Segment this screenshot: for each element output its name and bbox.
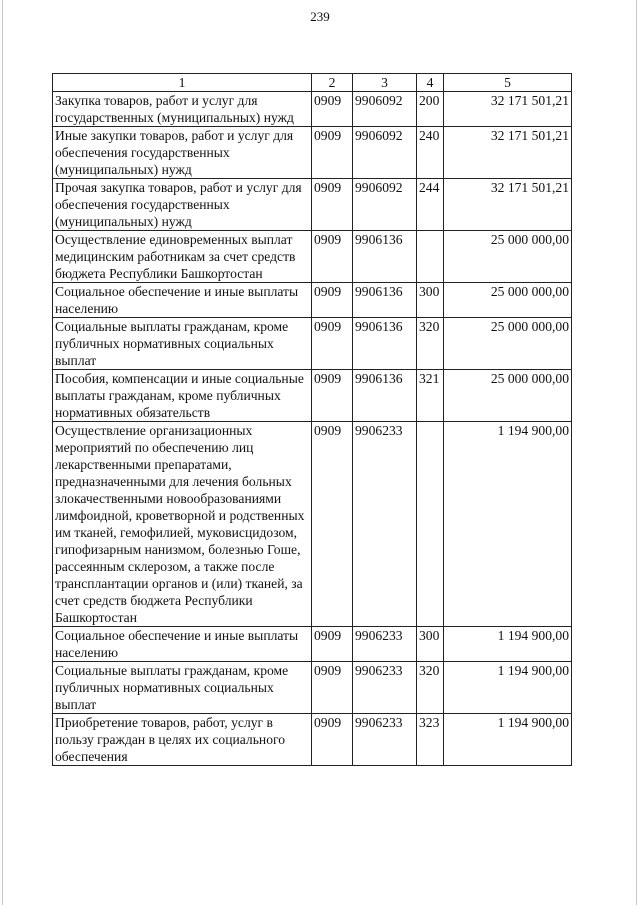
row-amount: 1 194 900,00 [444, 422, 572, 627]
row-name: Социальные выплаты гражданам, кроме публичных нормативных социальных выплат [53, 662, 312, 714]
row-article: 9906136 [353, 283, 417, 318]
row-section: 0909 [312, 714, 353, 766]
row-type: 300 [417, 627, 444, 662]
row-section: 0909 [312, 231, 353, 283]
row-amount: 1 194 900,00 [444, 662, 572, 714]
header-col-4: 4 [417, 74, 444, 92]
row-amount: 1 194 900,00 [444, 714, 572, 766]
scan-edge-right [636, 0, 637, 905]
table-row [53, 231, 572, 283]
row-amount: 25 000 000,00 [444, 283, 572, 318]
row-name: Прочая закупка товаров, работ и услуг для обеспечения государственных (муниципальных) нужд [53, 179, 312, 231]
row-type: 300 [417, 283, 444, 318]
row-section: 0909 [312, 127, 353, 179]
row-amount: 32 171 501,21 [444, 179, 572, 231]
row-section: 0909 [312, 318, 353, 370]
row-type: 320 [417, 318, 444, 370]
table-row [53, 662, 572, 714]
row-article: 9906233 [353, 422, 417, 627]
row-section: 0909 [312, 92, 353, 127]
row-article: 9906092 [353, 92, 417, 127]
header-col-1: 1 [53, 74, 312, 92]
row-name: Закупка товаров, работ и услуг для государственных (муниципальных) нужд [53, 92, 312, 127]
table-header [53, 74, 572, 92]
row-type: 244 [417, 179, 444, 231]
row-name: Осуществление организационных мероприятий по обеспечению лиц лекарственными препаратами, предназначенными для лечения больных злокачественными новообразованиями лимфоидной, кроветворной и родственных им тканей, гемофилией, муковисцидозом, гипофизарным нанизмом, болезнью Гоше, рассеянным склерозом, а также после трансплантации органов и (или) тканей, за счет средств бюджета Республики Башкортостан [53, 422, 312, 627]
table-row [53, 714, 572, 766]
scan-edge-left [2, 0, 3, 905]
row-type: 200 [417, 92, 444, 127]
page-number: 239 [310, 9, 330, 24]
header-row [53, 74, 572, 92]
row-section: 0909 [312, 662, 353, 714]
row-amount: 25 000 000,00 [444, 370, 572, 422]
row-article: 9906136 [353, 318, 417, 370]
table-row [53, 179, 572, 231]
row-type: 320 [417, 662, 444, 714]
row-amount: 1 194 900,00 [444, 627, 572, 662]
row-section: 0909 [312, 283, 353, 318]
row-amount: 32 171 501,21 [444, 92, 572, 127]
budget-table [52, 73, 572, 766]
table-row [53, 283, 572, 318]
row-section: 0909 [312, 422, 353, 627]
header-col-2: 2 [312, 74, 353, 92]
row-article: 9906233 [353, 662, 417, 714]
header-col-5: 5 [444, 74, 572, 92]
row-section: 0909 [312, 627, 353, 662]
row-type [417, 231, 444, 283]
row-name: Осуществление единовременных выплат медицинским работникам за счет средств бюджета Республики Башкортостан [53, 231, 312, 283]
row-type [417, 422, 444, 627]
table-row [53, 127, 572, 179]
table-row [53, 422, 572, 627]
row-name: Иные закупки товаров, работ и услуг для обеспечения государственных (муниципальных) нужд [53, 127, 312, 179]
row-amount: 25 000 000,00 [444, 318, 572, 370]
row-section: 0909 [312, 179, 353, 231]
row-article: 9906092 [353, 179, 417, 231]
row-type: 321 [417, 370, 444, 422]
row-article: 9906136 [353, 370, 417, 422]
table-row [53, 627, 572, 662]
row-name: Пособия, компенсации и иные социальные выплаты гражданам, кроме публичных нормативных обязательств [53, 370, 312, 422]
row-type: 240 [417, 127, 444, 179]
row-amount: 32 171 501,21 [444, 127, 572, 179]
row-article: 9906136 [353, 231, 417, 283]
row-article: 9906092 [353, 127, 417, 179]
row-amount: 25 000 000,00 [444, 231, 572, 283]
row-name: Приобретение товаров, работ, услуг в пользу граждан в целях их социального обеспечения [53, 714, 312, 766]
row-name: Социальное обеспечение и иные выплаты населению [53, 627, 312, 662]
row-name: Социальное обеспечение и иные выплаты населению [53, 283, 312, 318]
row-article: 9906233 [353, 627, 417, 662]
row-name: Социальные выплаты гражданам, кроме публичных нормативных социальных выплат [53, 318, 312, 370]
table-row [53, 370, 572, 422]
row-article: 9906233 [353, 714, 417, 766]
row-type: 323 [417, 714, 444, 766]
table-row [53, 318, 572, 370]
table-body [53, 92, 572, 766]
row-section: 0909 [312, 370, 353, 422]
header-col-3: 3 [353, 74, 417, 92]
table-row [53, 92, 572, 127]
